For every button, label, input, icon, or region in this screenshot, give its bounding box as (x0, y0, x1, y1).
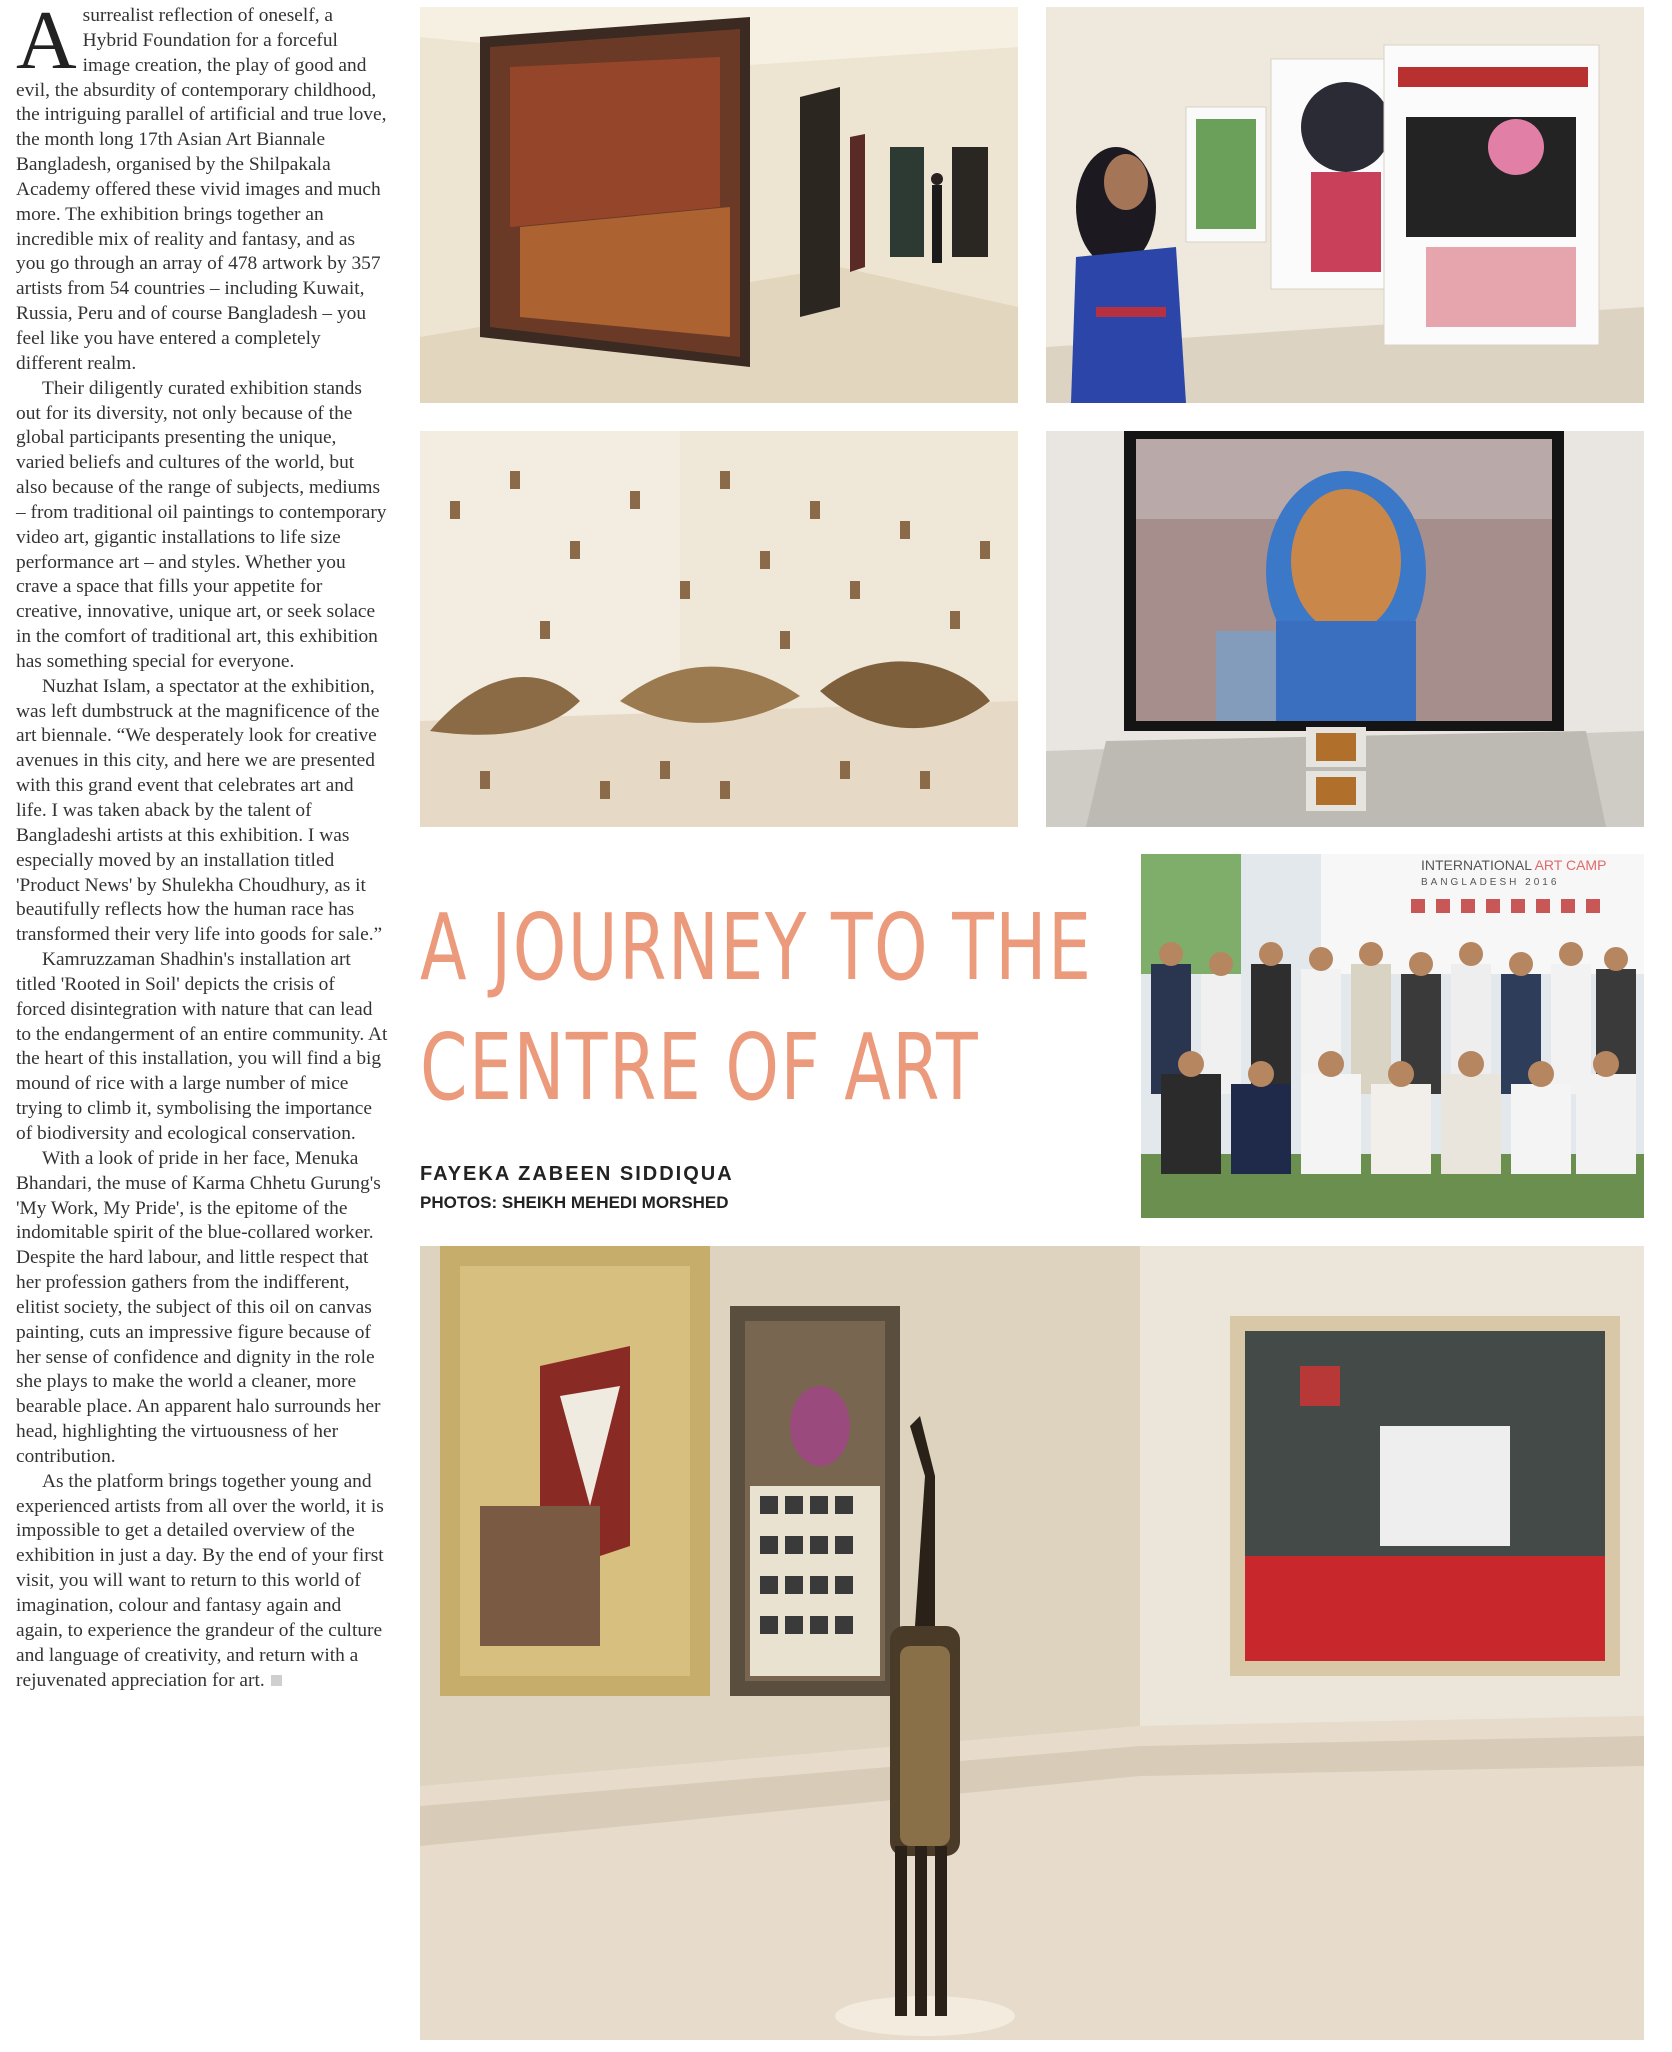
article-paragraph: As the platform brings together young and experienced artists from all over the world, it is impossible to get a detailed overview of the exhibition in just a day. By the end of your first visit, you will want to return to this world of imagination, colour and fantasy again and again, to experience the grandeur of the culture and language of creativity, and return with a rejuvenated appreciation for art. (16, 1470, 384, 1691)
drop-cap: A (16, 0, 77, 87)
photo-sculpture-installation (420, 431, 1018, 827)
photo-gallery-sculpture (420, 1246, 1644, 2040)
article-paragraph: Kamruzzaman Shadhin's installation art titled 'Rooted in Soil' depicts the crisis of forced disintegration with nature that can lead to the endangerment of an entire community. At the heart of this installation, you will find a big mound of rice with a large number of mice trying to climb it, symbolising the importance of biodiversity and ecological conservation. (16, 949, 388, 1144)
camp-banner-subtitle: BANGLADESH 2016 (1421, 877, 1560, 888)
headline-line: CENTRE OF ART (420, 1014, 980, 1121)
photo-mosaic-portrait (1046, 431, 1644, 827)
article-paragraph: Their diligently curated exhibition stands out for its diversity, not only because of the global participants presenting the unique, varied beliefs and cultures of the world, but also because of the range of subjects, mediums – from traditional oil paintings to contemporary video art, gigantic installations to life size performance art – and styles. Whether you crave a space that fills your appetite for creative, innovative, unique art, or seek solace in the comfort of traditional art, this exhibition has something special for everyone. (16, 377, 387, 672)
author-byline: FAYEKA ZABEEN SIDDIQUA (420, 1163, 734, 1185)
article-paragraph: Nuzhat Islam, a spectator at the exhibition, was left dumbstruck at the magnificence of the art biennale. “We desperately look for creative avenues in this city, and here we are presented with this grand event that celebrates art and life. I was taken aback by the talent of Bangladeshi artists at this exhibition. I was especially moved by an installation titled 'Product News' by Shulekha Choudhury, as it beautifully reflects how the human race has transformed their very life into goods for sale.” (16, 675, 383, 946)
photo-art-camp-group (1141, 854, 1644, 1218)
article-paragraph: With a look of pride in her face, Menuka Bhandari, the muse of Karma Chhetu Gurung's 'My Work, My Pride', is the epitome of the indomitable spirit of the blue-collared worker. Despite the hard labour, and little respect that her profession gathers from the indifferent, elitist society, the subject of this oil on canvas painting, cuts an impressive figure because of her sense of confidence and dignity in the role she plays to make the world a cleaner, more bearable place. An apparent halo surrounds her head, highlighting the virtuousness of her contribution. (16, 1147, 381, 1467)
camp-banner-title: INTERNATIONAL (1421, 857, 1535, 873)
end-mark-icon (271, 1675, 282, 1686)
photo-woman-viewing (1046, 7, 1644, 403)
article-paragraph: A surrealist reflection of oneself, a Hybrid Foundation for a forceful image creation, the play of good and evil, the absurdity of contemporary childhood, the intriguing parallel of artificial and true love, the month long 17th Asian Art Biannale Bangladesh, organised by the Shilpakala Academy offered these vivid images and much more. The exhibition brings together an incredible mix of reality and fantasy, and as you go through an array of 478 artwork by 357 artists from 54 countries – including Kuwait, Russia, Peru and of course Bangladesh – you feel like you have entered a completely different realm. (16, 0, 387, 374)
article-body (16, 0, 388, 1693)
camp-banner-title-accent: ART CAMP (1534, 857, 1607, 873)
photo-credit: PHOTOS: SHEIKH MEHEDI MORSHED (420, 1193, 729, 1212)
photo-gallery-corridor (420, 7, 1018, 403)
camp-banner (1421, 858, 1641, 890)
page-title (420, 888, 1093, 1128)
headline-line: A JOURNEY TO THE (420, 894, 1093, 1001)
